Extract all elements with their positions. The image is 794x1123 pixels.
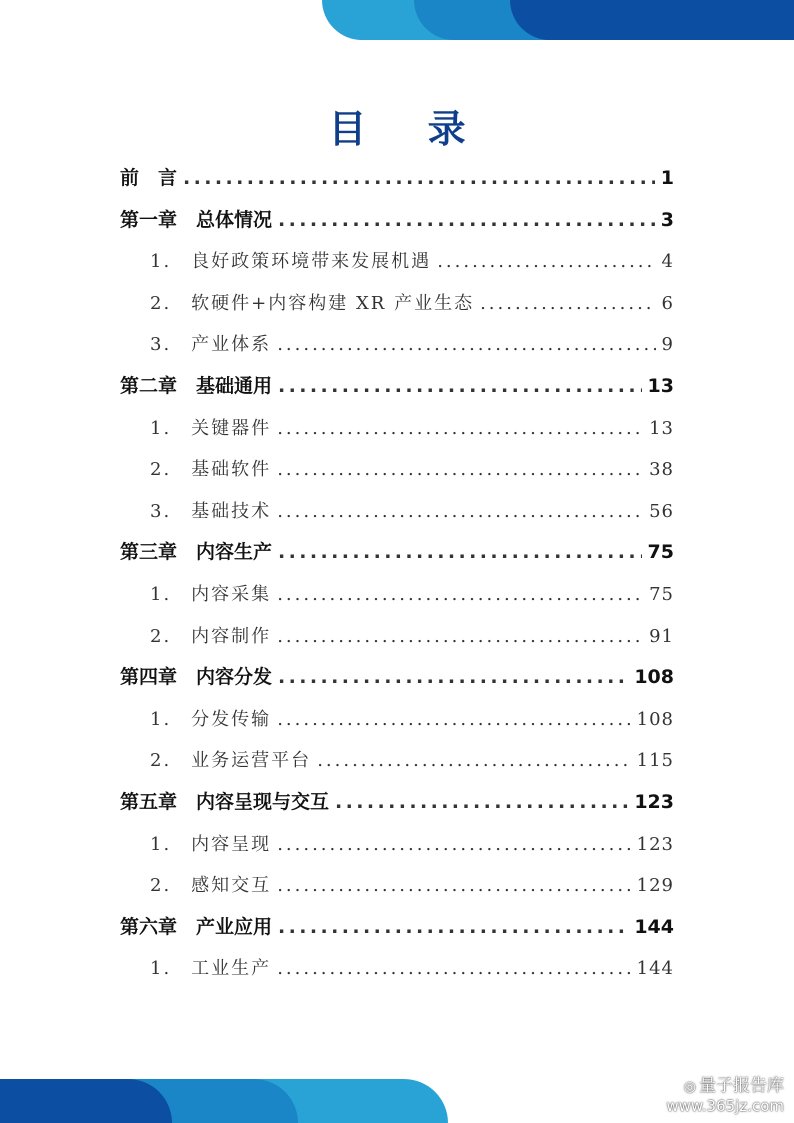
toc-entry-page: 123 bbox=[634, 790, 674, 813]
toc-entry-label: 2. 业务运营平台 bbox=[150, 750, 312, 772]
toc-entry-page: 9 bbox=[661, 334, 674, 356]
toc-entry-page: 13 bbox=[649, 417, 674, 439]
dot-leader bbox=[277, 491, 643, 533]
dot-leader bbox=[183, 158, 655, 200]
toc-entry-label: 第六章 产业应用 bbox=[120, 915, 273, 938]
toc-entry-page: 38 bbox=[649, 459, 674, 481]
toc-entry[interactable] bbox=[120, 740, 674, 782]
page-title: 目 录 bbox=[328, 107, 490, 151]
toc-entry[interactable] bbox=[120, 574, 674, 616]
toc-entry-page: 13 bbox=[647, 374, 674, 397]
toc-entry[interactable] bbox=[120, 699, 674, 741]
toc-entry[interactable] bbox=[120, 449, 674, 491]
toc-entry[interactable] bbox=[120, 782, 674, 824]
toc-entry-label: 2. 内容制作 bbox=[150, 625, 272, 647]
toc-entry[interactable] bbox=[120, 200, 674, 242]
toc-entry-page: 115 bbox=[636, 750, 674, 772]
dot-leader bbox=[277, 824, 630, 866]
dot-leader bbox=[437, 241, 655, 283]
dot-leader bbox=[278, 532, 642, 574]
toc-entry-page: 123 bbox=[636, 833, 674, 855]
dot-leader bbox=[277, 324, 655, 366]
toc-entry-label: 1. 分发传输 bbox=[150, 708, 272, 730]
toc-entry-page: 1 bbox=[660, 167, 674, 189]
toc-entry[interactable] bbox=[120, 907, 674, 949]
dot-leader bbox=[277, 449, 643, 491]
toc-entry-label: 2. 感知交互 bbox=[150, 875, 272, 897]
dot-leader bbox=[317, 740, 630, 782]
bottom-decorative-band bbox=[0, 1079, 448, 1123]
toc-entry-page: 6 bbox=[661, 292, 674, 314]
dot-leader bbox=[278, 907, 628, 949]
toc-entry[interactable] bbox=[120, 491, 674, 533]
toc-entry[interactable] bbox=[120, 324, 674, 366]
toc-entry-label: 第四章 内容分发 bbox=[120, 666, 273, 689]
toc-entry-page: 129 bbox=[636, 875, 674, 897]
dot-leader bbox=[277, 699, 630, 741]
toc-entry[interactable] bbox=[120, 824, 674, 866]
dot-leader bbox=[278, 200, 655, 242]
dot-leader bbox=[277, 574, 643, 616]
dot-leader bbox=[277, 865, 630, 907]
toc-entry[interactable] bbox=[120, 948, 674, 990]
toc-entry-page: 144 bbox=[634, 915, 674, 938]
top-decorative-band bbox=[322, 0, 794, 40]
dot-leader bbox=[278, 657, 628, 699]
dot-leader bbox=[278, 366, 642, 408]
toc-entry[interactable] bbox=[120, 657, 674, 699]
dot-leader bbox=[277, 616, 643, 658]
toc-entry-label: 第五章 内容呈现与交互 bbox=[120, 790, 330, 813]
toc-entry-label: 1. 工业生产 bbox=[150, 958, 272, 980]
table-of-contents bbox=[120, 158, 674, 990]
dot-leader bbox=[480, 283, 655, 325]
watermark-brand: 量子报告库 bbox=[699, 1076, 784, 1096]
dot-leader bbox=[277, 408, 643, 450]
toc-entry-page: 56 bbox=[649, 500, 674, 522]
toc-entry-label: 1. 内容呈现 bbox=[150, 833, 272, 855]
toc-entry-page: 108 bbox=[634, 666, 674, 689]
toc-entry-page: 108 bbox=[636, 708, 674, 730]
toc-entry-label: 第一章 总体情况 bbox=[120, 208, 273, 231]
toc-entry-page: 3 bbox=[660, 208, 674, 231]
toc-entry-label: 1. 内容采集 bbox=[150, 583, 272, 605]
toc-entry-label: 1. 关键器件 bbox=[150, 417, 272, 439]
toc-entry-label: 1. 良好政策环境带来发展机遇 bbox=[150, 251, 432, 273]
toc-entry-label: 2. 软硬件+内容构建 XR 产业生态 bbox=[150, 292, 475, 314]
toc-entry[interactable] bbox=[120, 241, 674, 283]
toc-entry-label: 第三章 内容生产 bbox=[120, 541, 273, 564]
toc-entry-label: 3. 基础技术 bbox=[150, 500, 272, 522]
dot-leader bbox=[277, 948, 630, 990]
toc-entry[interactable] bbox=[120, 283, 674, 325]
toc-entry-page: 144 bbox=[636, 958, 674, 980]
dot-leader bbox=[335, 782, 628, 824]
toc-entry-label: 2. 基础软件 bbox=[150, 459, 272, 481]
toc-entry-label: 第二章 基础通用 bbox=[120, 374, 273, 397]
toc-entry[interactable] bbox=[120, 408, 674, 450]
toc-entry-page: 75 bbox=[649, 583, 674, 605]
toc-entry-page: 91 bbox=[649, 625, 674, 647]
toc-entry-page: 4 bbox=[661, 251, 674, 273]
toc-entry[interactable] bbox=[120, 366, 674, 408]
toc-entry-label: 3. 产业体系 bbox=[150, 334, 272, 356]
toc-entry-page: 75 bbox=[647, 541, 674, 564]
toc-entry[interactable] bbox=[120, 616, 674, 658]
watermark-url: www.365jz.com bbox=[666, 1097, 784, 1115]
toc-entry[interactable] bbox=[120, 532, 674, 574]
toc-entry[interactable] bbox=[120, 158, 674, 200]
wechat-icon: ◎ bbox=[683, 1079, 696, 1095]
toc-entry[interactable] bbox=[120, 865, 674, 907]
toc-entry-label: 前 言 bbox=[120, 167, 178, 189]
watermark bbox=[666, 1076, 784, 1115]
